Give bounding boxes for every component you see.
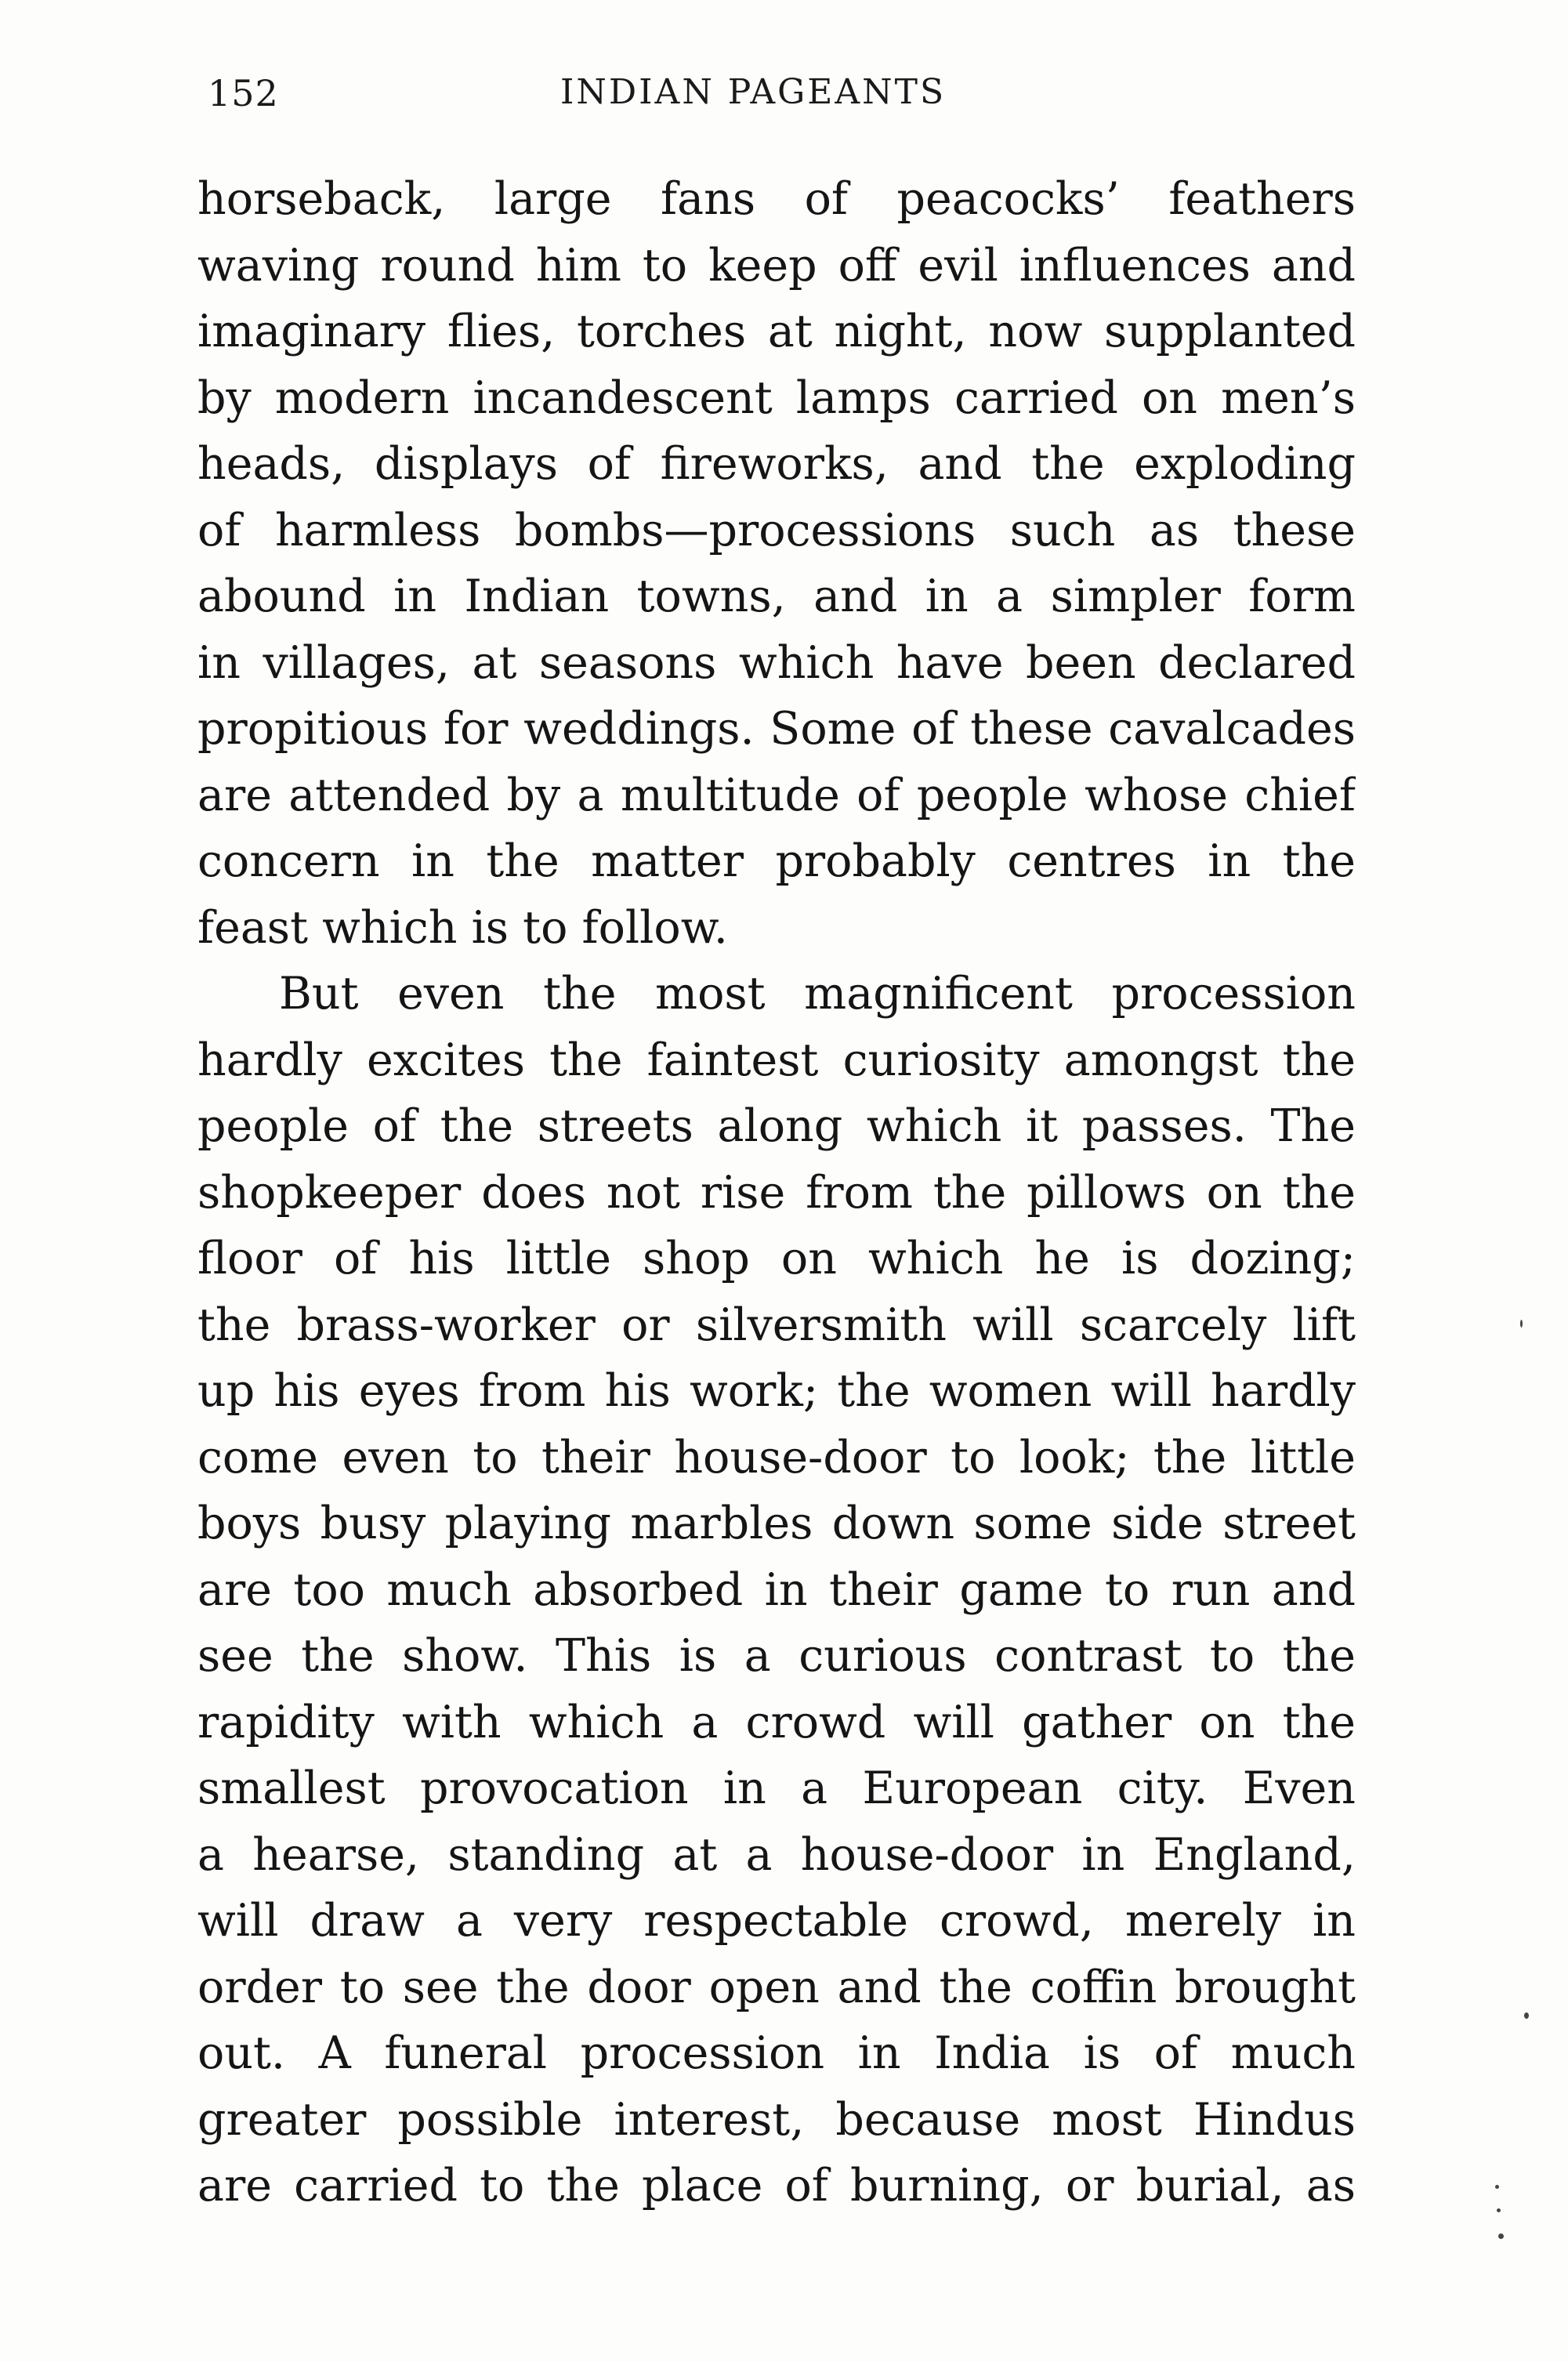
scan-speck [1497, 2208, 1501, 2212]
text-line: concern in the matter probably centres in the [197, 835, 1356, 887]
page-number: 152 [208, 72, 279, 114]
text-line: are attended by a multitude of people whose chief [197, 769, 1356, 821]
text-line: shopkeeper does not rise from the pillows on the [197, 1166, 1356, 1219]
text-line: people of the streets along which it passes. The [197, 1100, 1356, 1152]
text-line: hardly excites the faintest curiosity amongst the [197, 1034, 1356, 1086]
text-line: see the show. This is a curious contrast to the [197, 1630, 1356, 1682]
text-line: But even the most magnificent procession [279, 968, 1356, 1020]
scan-speck [1498, 2233, 1504, 2239]
text-line: are too much absorbed in their game to run and [197, 1563, 1356, 1616]
text-line: the brass-worker or silversmith will scarcely lift [197, 1299, 1356, 1351]
text-line: order to see the door open and the coffin brought [197, 1961, 1356, 2013]
text-line: greater possible interest, because most Hindus [197, 2093, 1356, 2146]
text-line: waving round him to keep off evil influences and [197, 239, 1356, 292]
text-line: boys busy playing marbles down some side street [197, 1498, 1356, 1549]
text-line: will draw a very respectable crowd, merely in [197, 1895, 1356, 1947]
text-line: horseback, large fans of peacocks’ feathers [197, 173, 1356, 225]
text-line: rapidity with which a crowd will gather on the [197, 1696, 1356, 1748]
text-line: come even to their house-door to look; the little [197, 1431, 1356, 1483]
text-line: floor of his little shop on which he is dozing; [197, 1233, 1356, 1284]
text-line: smallest provocation in a European city. Even [197, 1762, 1356, 1814]
text-line: up his eyes from his work; the women will hardly [197, 1365, 1356, 1417]
text-line: by modern incandescent lamps carried on men’s [197, 371, 1356, 424]
body-text [197, 166, 1356, 2219]
text-line: imaginary flies, torches at night, now supplanted [197, 306, 1356, 357]
text-line: a hearse, standing at a house-door in England, [197, 1828, 1356, 1881]
running-title: INDIAN PAGEANTS [560, 72, 947, 112]
scan-speck [1495, 2185, 1499, 2189]
text-line: are carried to the place of burning, or burial, as [197, 2160, 1356, 2212]
scan-speck [1524, 2012, 1529, 2019]
text-line: propitious for weddings. Some of these cavalcades [197, 703, 1356, 755]
text-line: heads, displays of fireworks, and the exploding [197, 438, 1356, 490]
text-line: of harmless bombs—processions such as these [197, 504, 1356, 556]
text-line: in villages, at seasons which have been declared [197, 636, 1356, 689]
text-line: abound in Indian towns, and in a simpler form [197, 571, 1356, 622]
running-head [208, 72, 1360, 127]
text-line: out. A funeral procession in India is of much [197, 2027, 1356, 2079]
scan-speck [1520, 1320, 1523, 1328]
text-line: feast which is to follow. [197, 901, 728, 954]
